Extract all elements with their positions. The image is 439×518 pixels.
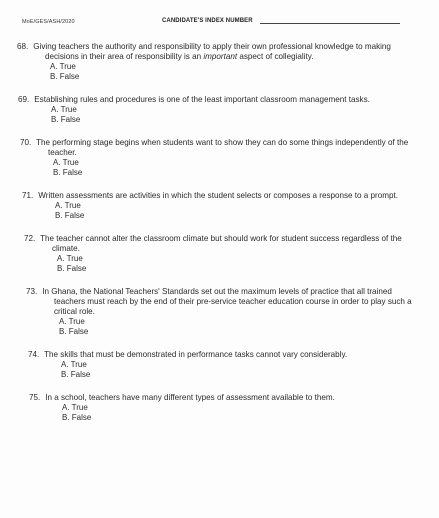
- option-true: A. True: [57, 254, 83, 263]
- option-true: A. True: [61, 360, 87, 369]
- question-72: [24, 234, 415, 274]
- question-text: 73. In Ghana, the National Teachers' Standards set out the maximum levels of practice that all trained teachers must reach by the end of their pre-service teacher education course in order to play such a critical role.: [26, 287, 412, 316]
- question-text: 71. Written assessments are activities in which the student selects or composes a response to a prompt.: [22, 191, 398, 200]
- option-true: A. True: [50, 62, 76, 71]
- question-body: The teacher cannot alter the classroom climate but should work for student success regardless of the climate.: [40, 234, 402, 253]
- question-text: 72. The teacher cannot alter the classroom climate but should work for student success regardless of the climate.: [24, 234, 402, 253]
- option-false: B. False: [51, 115, 81, 124]
- question-text: 68. Giving teachers the authority and responsibility to apply their own professional knowledge to making decisions in their area of responsibility is an important aspect of collegiality.: [17, 42, 391, 61]
- question-body: The skills that must be demonstrated in performance tasks cannot vary considerably.: [44, 350, 348, 359]
- question-body: In Ghana, the National Teachers' Standards set out the maximum levels of practice that all trained teachers must reach by the end of their pre-service teacher education course in order to play such a critical role.: [42, 287, 412, 316]
- question-body: In a school, teachers have many different types of assessment available to them.: [45, 393, 335, 402]
- option-false: B. False: [55, 211, 85, 220]
- question-body: Establishing rules and procedures is one of the least important classroom management tasks.: [34, 95, 370, 104]
- candidate-index-label: CANDIDATE'S INDEX NUMBER: [162, 18, 253, 24]
- document-reference: MoE/GES/ASH/2020: [22, 19, 75, 25]
- question-text: 74. The skills that must be demonstrated in performance tasks cannot vary considerably.: [28, 350, 348, 359]
- question-text: 69. Establishing rules and procedures is one of the least important classroom management tasks.: [18, 95, 370, 104]
- question-list: [17, 42, 415, 436]
- option-false: B. False: [53, 168, 83, 177]
- question-emphasis: important: [203, 52, 238, 61]
- question-70: [20, 138, 415, 178]
- option-false: B. False: [61, 370, 91, 379]
- option-false: B. False: [59, 327, 89, 336]
- candidate-index-blank-line: [260, 23, 400, 24]
- question-71: [22, 191, 415, 221]
- question-text: 75. In a school, teachers have many different types of assessment available to them.: [29, 393, 335, 402]
- option-false: B. False: [50, 72, 80, 81]
- question-75: [29, 393, 415, 423]
- option-false: B. False: [62, 413, 92, 422]
- option-true: A. True: [51, 105, 77, 114]
- option-true: A. True: [62, 403, 88, 412]
- question-69: [18, 95, 415, 125]
- question-text-part: aspect of collegiality.: [237, 52, 314, 61]
- option-true: A. True: [55, 201, 81, 210]
- question-body: The performing stage begins when students want to show they can do some things independently of the teacher.: [36, 138, 409, 157]
- option-true: A. True: [59, 317, 85, 326]
- question-body: Written assessments are activities in which the student selects or composes a response to a prompt.: [38, 191, 398, 200]
- question-74: [28, 350, 415, 380]
- question-73: [26, 287, 415, 337]
- question-text-part: Giving teachers the authority and responsibility to apply their own professional knowledge to making decisions in their area of responsibility is an: [33, 42, 391, 61]
- page-header: [22, 19, 419, 33]
- option-true: A. True: [53, 158, 79, 167]
- option-false: B. False: [57, 264, 87, 273]
- question-68: [17, 42, 415, 82]
- question-text: 70. The performing stage begins when students want to show they can do some things independently of the teacher.: [20, 138, 409, 157]
